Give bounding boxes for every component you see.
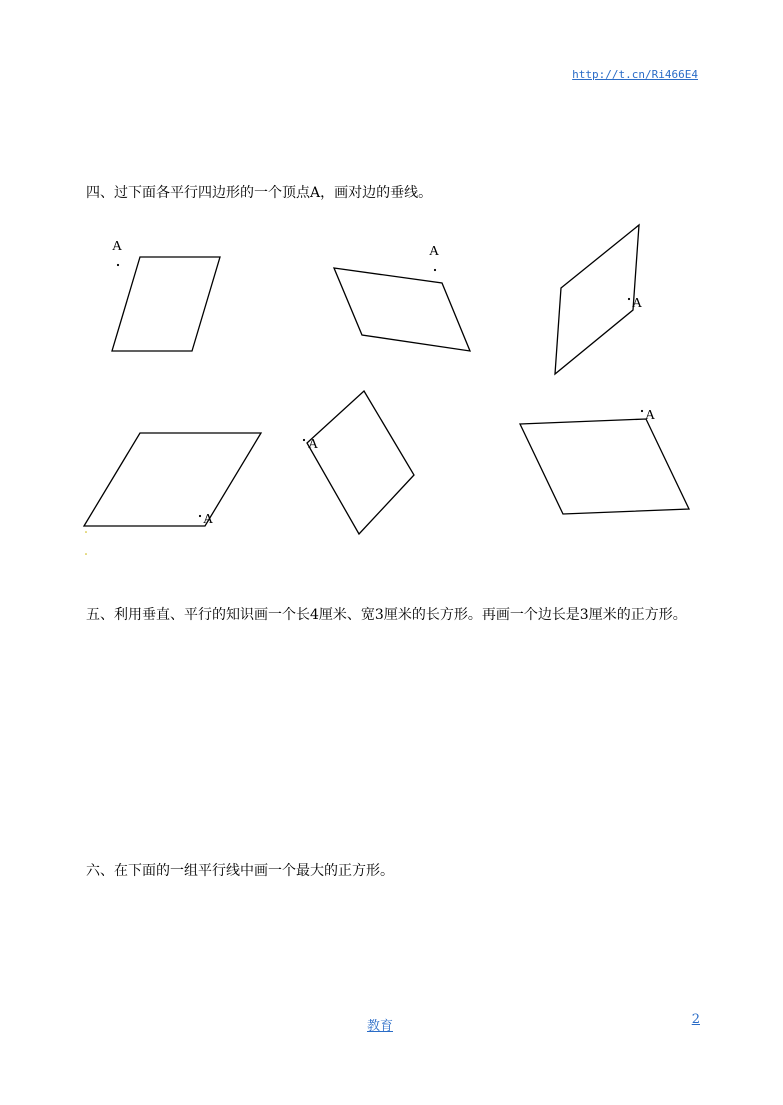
vertex-label-3: A (632, 296, 643, 311)
vertex-dot-4 (199, 515, 201, 517)
question-5: 五、利用垂直、平行的知识画一个长4厘米、宽3厘米的长方形。再画一个边长是3厘米的正方形。 (86, 607, 687, 623)
vertex-dot-5 (303, 439, 305, 441)
vertex-label-1: A (112, 239, 123, 254)
footer-link[interactable]: 教育 (366, 1019, 393, 1034)
question-6: 六、在下面的一组平行线中画一个最大的正方形。 (86, 863, 394, 879)
parallelogram-5 (307, 391, 414, 534)
vertex-label-4: A (203, 512, 214, 527)
parallelogram-2 (334, 268, 470, 351)
vertex-dot-1 (117, 264, 119, 266)
stray-mark (85, 531, 87, 533)
vertex-dot-3 (628, 298, 630, 300)
page-number: 2 (691, 1012, 700, 1027)
stray-mark (85, 553, 87, 555)
question-4: 四、过下面各平行四边形的一个顶点A，画对边的垂线。 (86, 185, 433, 201)
parallelogram-1 (112, 257, 220, 351)
parallelogram-3 (555, 225, 639, 374)
vertex-dot-6 (641, 410, 643, 412)
vertex-dot-2 (434, 269, 436, 271)
vertex-label-6: A (645, 408, 656, 423)
parallelogram-6 (520, 419, 689, 514)
vertex-label-2: A (429, 244, 440, 259)
vertex-label-5: A (308, 437, 319, 452)
parallelogram-4 (84, 433, 261, 526)
header-link[interactable]: http://t.cn/Ri466E4 (572, 68, 698, 81)
